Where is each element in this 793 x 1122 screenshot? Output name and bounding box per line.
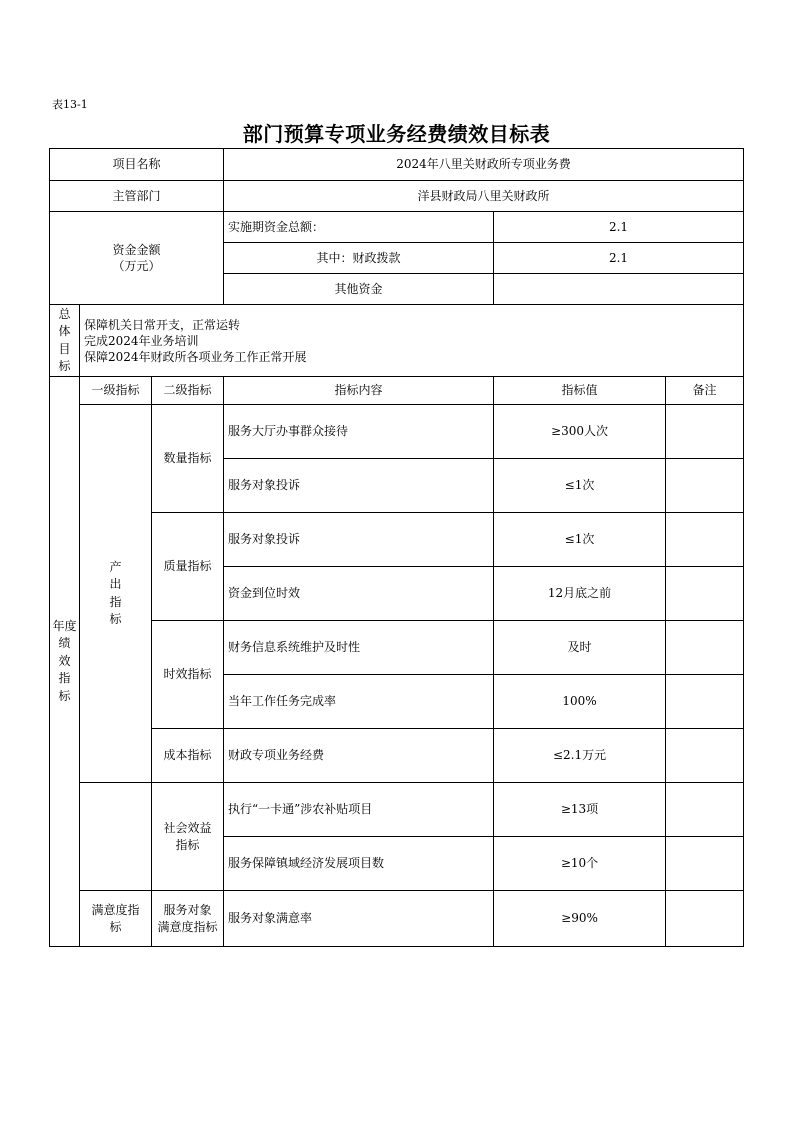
indicator-content: 服务对象投诉	[224, 459, 494, 513]
indicator-content: 财政专项业务经费	[224, 729, 494, 783]
table-row	[50, 405, 744, 459]
benefit-indicator-label	[80, 783, 152, 891]
header-remark: 备注	[666, 377, 744, 405]
project-name-label: 项目名称	[50, 149, 224, 181]
table-row	[50, 891, 744, 947]
table-number: 表13-1	[52, 98, 88, 111]
indicator-header-row	[50, 377, 744, 405]
table-row	[50, 783, 744, 837]
funds-fiscal-label: 其中：财政拨款	[224, 243, 494, 274]
header-level1: 一级指标	[80, 377, 152, 405]
funds-other-value	[494, 274, 744, 305]
table-row	[50, 621, 744, 675]
funds-total-value: 2.1	[494, 212, 744, 243]
cost-indicator-label: 成本指标	[152, 729, 224, 783]
indicator-value: ≥10个	[494, 837, 666, 891]
indicator-content: 执行“一卡通”涉农补贴项目	[224, 783, 494, 837]
performance-target-table	[49, 148, 744, 947]
indicator-value: 12月底之前	[494, 567, 666, 621]
satisfaction-indicator-label: 满意度指 标	[80, 891, 152, 947]
overall-goal-label: 总 体 目 标	[50, 305, 80, 377]
indicator-value: ≤1次	[494, 459, 666, 513]
department-value: 洋县财政局八里关财政所	[224, 181, 744, 212]
indicator-content: 服务保障镇域经济发展项目数	[224, 837, 494, 891]
indicator-value: 及时	[494, 621, 666, 675]
funds-other-label: 其他资金	[224, 274, 494, 305]
project-name-value: 2024年八里关财政所专项业务费	[224, 149, 744, 181]
social-benefit-indicator-label: 社会效益 指标	[152, 783, 224, 891]
indicator-content: 当年工作任务完成率	[224, 675, 494, 729]
indicator-value: 100%	[494, 675, 666, 729]
indicator-remark	[666, 513, 744, 567]
department-label: 主管部门	[50, 181, 224, 212]
indicator-value: ≥13项	[494, 783, 666, 837]
indicator-content: 资金到位时效	[224, 567, 494, 621]
indicator-remark	[666, 891, 744, 947]
goal-line: 保障2024年财政所各项业务工作正常开展	[84, 349, 307, 364]
goal-line: 保障机关日常开支，正常运转	[84, 317, 241, 332]
page-title: 部门预算专项业务经费绩效目标表	[242, 122, 551, 146]
service-satisfaction-indicator-label: 服务对象 满意度指标	[152, 891, 224, 947]
indicator-value: ≤1次	[494, 513, 666, 567]
indicator-remark	[666, 621, 744, 675]
goal-line: 完成2024年业务培训	[84, 333, 199, 348]
indicator-remark	[666, 783, 744, 837]
indicator-value: ≤2.1万元	[494, 729, 666, 783]
indicator-remark	[666, 405, 744, 459]
header-level2: 二级指标	[152, 377, 224, 405]
indicator-content: 服务对象满意率	[224, 891, 494, 947]
indicator-value: ≥300人次	[494, 405, 666, 459]
indicator-remark	[666, 459, 744, 513]
header-content: 指标内容	[224, 377, 494, 405]
output-indicator-label: 产 出 指 标	[80, 405, 152, 783]
timeliness-indicator-label: 时效指标	[152, 621, 224, 729]
project-row	[50, 149, 744, 181]
indicator-value: ≥90%	[494, 891, 666, 947]
indicator-content: 服务对象投诉	[224, 513, 494, 567]
table-row	[50, 513, 744, 567]
quantity-indicator-label: 数量指标	[152, 405, 224, 513]
indicator-remark	[666, 837, 744, 891]
funds-fiscal-value: 2.1	[494, 243, 744, 274]
indicator-content: 财务信息系统维护及时性	[224, 621, 494, 675]
indicator-content: 服务大厅办事群众接待	[224, 405, 494, 459]
department-row	[50, 181, 744, 212]
funds-total-row	[50, 212, 744, 243]
indicator-remark	[666, 729, 744, 783]
indicator-remark	[666, 675, 744, 729]
indicator-remark	[666, 567, 744, 621]
table-row	[50, 729, 744, 783]
funds-total-label: 实施期资金总额：	[224, 212, 494, 243]
quality-indicator-label: 质量指标	[152, 513, 224, 621]
funds-label: 资金金额 （万元）	[50, 212, 224, 305]
overall-goal-row	[50, 305, 744, 377]
header-value: 指标值	[494, 377, 666, 405]
annual-indicator-label: 年度 绩 效 指 标	[50, 377, 80, 947]
overall-goal-content	[80, 305, 744, 377]
